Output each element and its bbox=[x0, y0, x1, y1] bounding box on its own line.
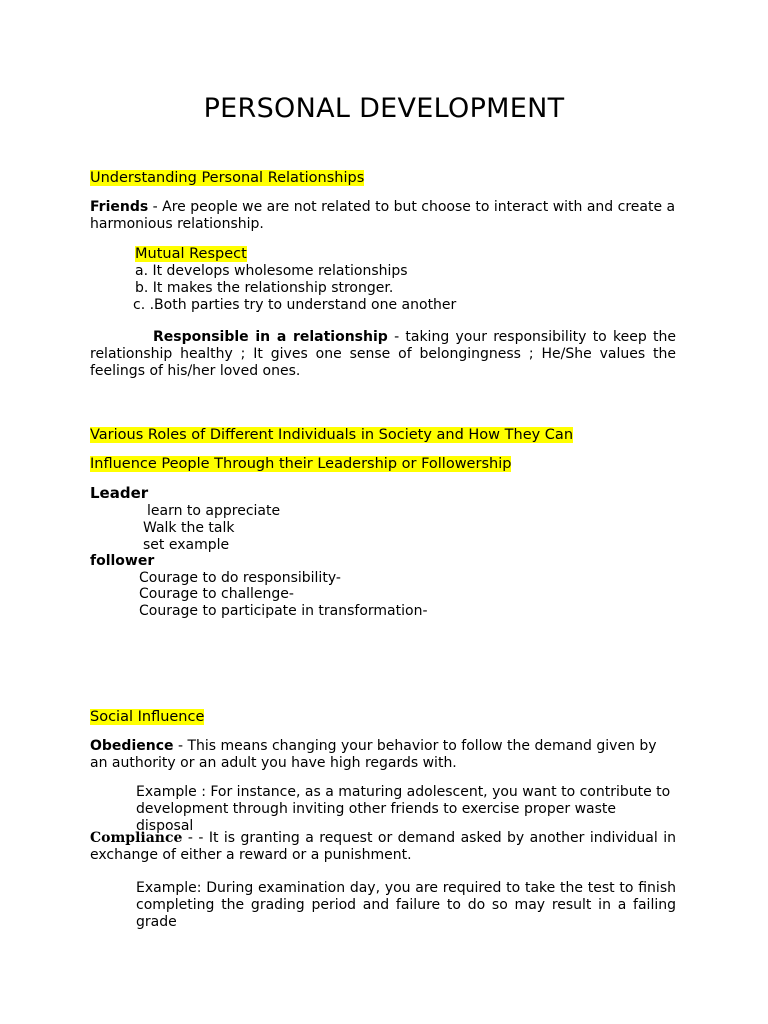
section-heading-roles-line1 bbox=[90, 426, 573, 444]
list-item: c. .Both parties try to understand one another bbox=[133, 297, 457, 313]
friends-definition: - Are people we are not related to but choose to interact with and create a harmonious relationship. bbox=[90, 199, 676, 232]
compliance-definition: - - It is granting a request or demand asked by another individual in exchange of either a reward or a punishment. bbox=[90, 830, 676, 863]
leader-term: Leader bbox=[90, 484, 149, 502]
list-item: Courage to do responsibility- bbox=[139, 570, 341, 586]
list-item: Walk the talk bbox=[143, 520, 235, 536]
responsible-term: Responsible in a relationship bbox=[153, 329, 388, 345]
obedience-paragraph bbox=[90, 738, 676, 772]
friends-term: Friends bbox=[90, 199, 149, 215]
compliance-example: Example: During examination day, you are required to take the test to finish completing the grading period and failure to do so may result in a failing grade bbox=[136, 880, 676, 930]
page-title: PERSONAL DEVELOPMENT bbox=[203, 93, 565, 124]
heading-text: Understanding Personal Relationships bbox=[90, 170, 365, 186]
compliance-paragraph bbox=[90, 830, 676, 864]
list-item: set example bbox=[143, 537, 230, 553]
friends-paragraph bbox=[90, 199, 676, 233]
responsible-paragraph bbox=[90, 329, 676, 380]
list-item: Courage to challenge- bbox=[139, 586, 294, 602]
heading-text: Social Influence bbox=[90, 709, 205, 725]
list-item: b. It makes the relationship stronger. bbox=[135, 280, 394, 296]
subheading-text: Mutual Respect bbox=[135, 246, 247, 262]
list-item: Courage to participate in transformation- bbox=[139, 603, 428, 619]
follower-term: follower bbox=[90, 553, 155, 569]
obedience-example: Example : For instance, as a maturing adolescent, you want to contribute to development through inviting other friends to exercise proper waste disposal bbox=[136, 784, 671, 834]
obedience-definition: - This means changing your behavior to follow the demand given by an authority or an adult you have high regards with. bbox=[90, 738, 657, 771]
list-item: a. It develops wholesome relationships bbox=[135, 263, 408, 279]
heading-text: Influence People Through their Leadership or Followership bbox=[90, 456, 512, 472]
section-heading-roles-line2 bbox=[90, 455, 511, 473]
section-heading-personal-relationships bbox=[90, 169, 364, 187]
section-heading-social-influence bbox=[90, 708, 204, 726]
subheading-mutual-respect bbox=[135, 245, 247, 263]
obedience-term: Obedience bbox=[90, 738, 174, 754]
list-item: learn to appreciate bbox=[147, 503, 281, 519]
responsible-definition: - taking your responsibility to keep the relationship healthy ; It gives one sense of belongingness ; He/She values the feelings of his/her loved ones. bbox=[90, 329, 676, 379]
heading-text: Various Roles of Different Individuals in Society and How They Can bbox=[90, 427, 574, 443]
compliance-term: Compliance bbox=[90, 830, 183, 846]
